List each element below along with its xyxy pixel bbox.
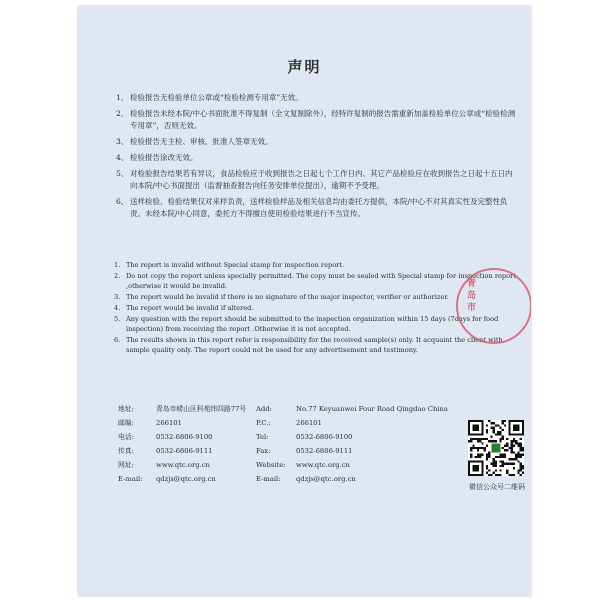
label-en: Fax: (256, 447, 271, 455)
value-cn: 青岛市崂山区科苑纬四路77号 (156, 405, 247, 413)
label-en: Website: (256, 461, 286, 469)
item-number: 3. (114, 292, 121, 301)
seal-text: 青岛市 (465, 278, 475, 314)
contact-row (118, 416, 398, 430)
value-en: No.77 Keyuanwei Four Road Qingdao China (296, 405, 448, 413)
item-number: 1. (114, 261, 121, 269)
chinese-item (116, 152, 516, 164)
wechat-qr-code-icon (468, 420, 524, 476)
label-en: P.C.: (256, 419, 271, 427)
chinese-item (116, 168, 516, 192)
value-cn: 266101 (156, 419, 182, 427)
value-en: 0532-6806-9100 (296, 433, 353, 441)
label-cn: 网址: (118, 461, 134, 469)
chinese-item (116, 92, 516, 104)
value-cn: 0532-6806-9111 (156, 447, 213, 455)
item-number: 4、 (116, 153, 129, 162)
label-cn: 电话: (118, 433, 134, 441)
item-text: Any question with the report should be submitted to the inspection organization within 15 days (7days for food inspection) from receiving the report .Otherwise it is not accepted. (126, 315, 499, 333)
item-number: 4. (114, 304, 121, 313)
english-item (114, 272, 519, 291)
item-text: 检验报告涂改无效。 (130, 153, 198, 162)
contact-row (118, 444, 398, 458)
qr-code-caption: 微信公众号二维码 (469, 483, 525, 491)
contact-row (118, 430, 398, 444)
contact-block (118, 402, 448, 486)
value-cn: qdzjs@qtc.org.cn (156, 475, 216, 483)
item-number: 5. (114, 315, 121, 324)
item-text: The results shown in this report refer is responsibility for the received sample(s) only. It acquaint the client with sample quality only. The report could not be used for any advertisement and testimony. (126, 336, 503, 354)
item-text: 检验报告无主检、审核、批准人签章无效。 (130, 137, 273, 146)
red-seal-stamp (456, 268, 531, 344)
item-number: 5、 (116, 169, 129, 178)
english-item (114, 261, 519, 271)
label-cn: E-mail: (118, 475, 143, 483)
label-en: Tel: (256, 433, 269, 441)
label-en: E-mail: (256, 475, 281, 483)
item-number: 1、 (116, 93, 129, 102)
item-text: 检验报告未经本院/中心书面批准不得复制（全文复制除外），经特许复制的报告需重新加盖检验单位公章或“检验检测专用章”，否则无效。 (130, 109, 516, 130)
label-en: Add: (256, 405, 272, 413)
value-en: qdzjs@qtc.org.cn (296, 475, 356, 483)
chinese-item (116, 108, 516, 132)
item-text: Do not copy the report unless specially permitted. The copy must be sealed with Special stamp for inspection report ,otherwise it would be invalid. (126, 272, 516, 290)
label-cn: 传真: (118, 447, 134, 455)
item-text: 检验报告无检验单位公章或“检验检测专用章”无效。 (130, 93, 303, 102)
item-text: 对检验报告结果若有异议，食品检验应于收到报告之日起七个工作日内、其它产品检验应在收到报告之日起十五日内向本院/中心书面提出（监督抽查报告向任务安排单位提出），逾期不予受理。 (130, 169, 513, 190)
chinese-item (116, 136, 516, 148)
item-number: 2、 (116, 109, 129, 118)
english-item (114, 336, 519, 355)
item-number: 3、 (116, 137, 129, 146)
item-number: 6. (114, 336, 121, 345)
document-title: 声明 (287, 58, 322, 76)
contact-row (118, 402, 448, 416)
label-cn: 地址: (118, 405, 134, 413)
label-cn: 邮编: (118, 419, 134, 427)
chinese-statement-list (116, 92, 516, 224)
value-en: www.qtc.org.cn (296, 461, 350, 469)
statement-document (78, 6, 531, 596)
chinese-item (116, 196, 516, 220)
item-text: 送样检验、检验结果仅对来样负责，送样检验样品及相关信息均由委托方提供，本院/中心不对其真实性及完整性负责。未经本院/中心同意，委托方不得擅自使用检验结果进行不当宣传。 (130, 197, 508, 218)
item-text: The report is invalid without Special stamp for inspection report. (126, 261, 345, 269)
item-number: 6、 (116, 197, 129, 206)
value-en: 266101 (296, 419, 322, 427)
contact-row (118, 472, 398, 486)
item-text: The report would be invalid if there is no signature of the major inspector, verifier or authorizer. (126, 292, 449, 301)
contact-row (118, 458, 398, 472)
value-cn: 0532-6806-9100 (156, 433, 213, 441)
item-number: 2. (114, 272, 121, 281)
item-text: The report would be invalid if altered. (126, 304, 254, 313)
value-cn: www.qtc.org.cn (156, 461, 210, 469)
value-en: 0532-6806-9111 (296, 447, 353, 455)
